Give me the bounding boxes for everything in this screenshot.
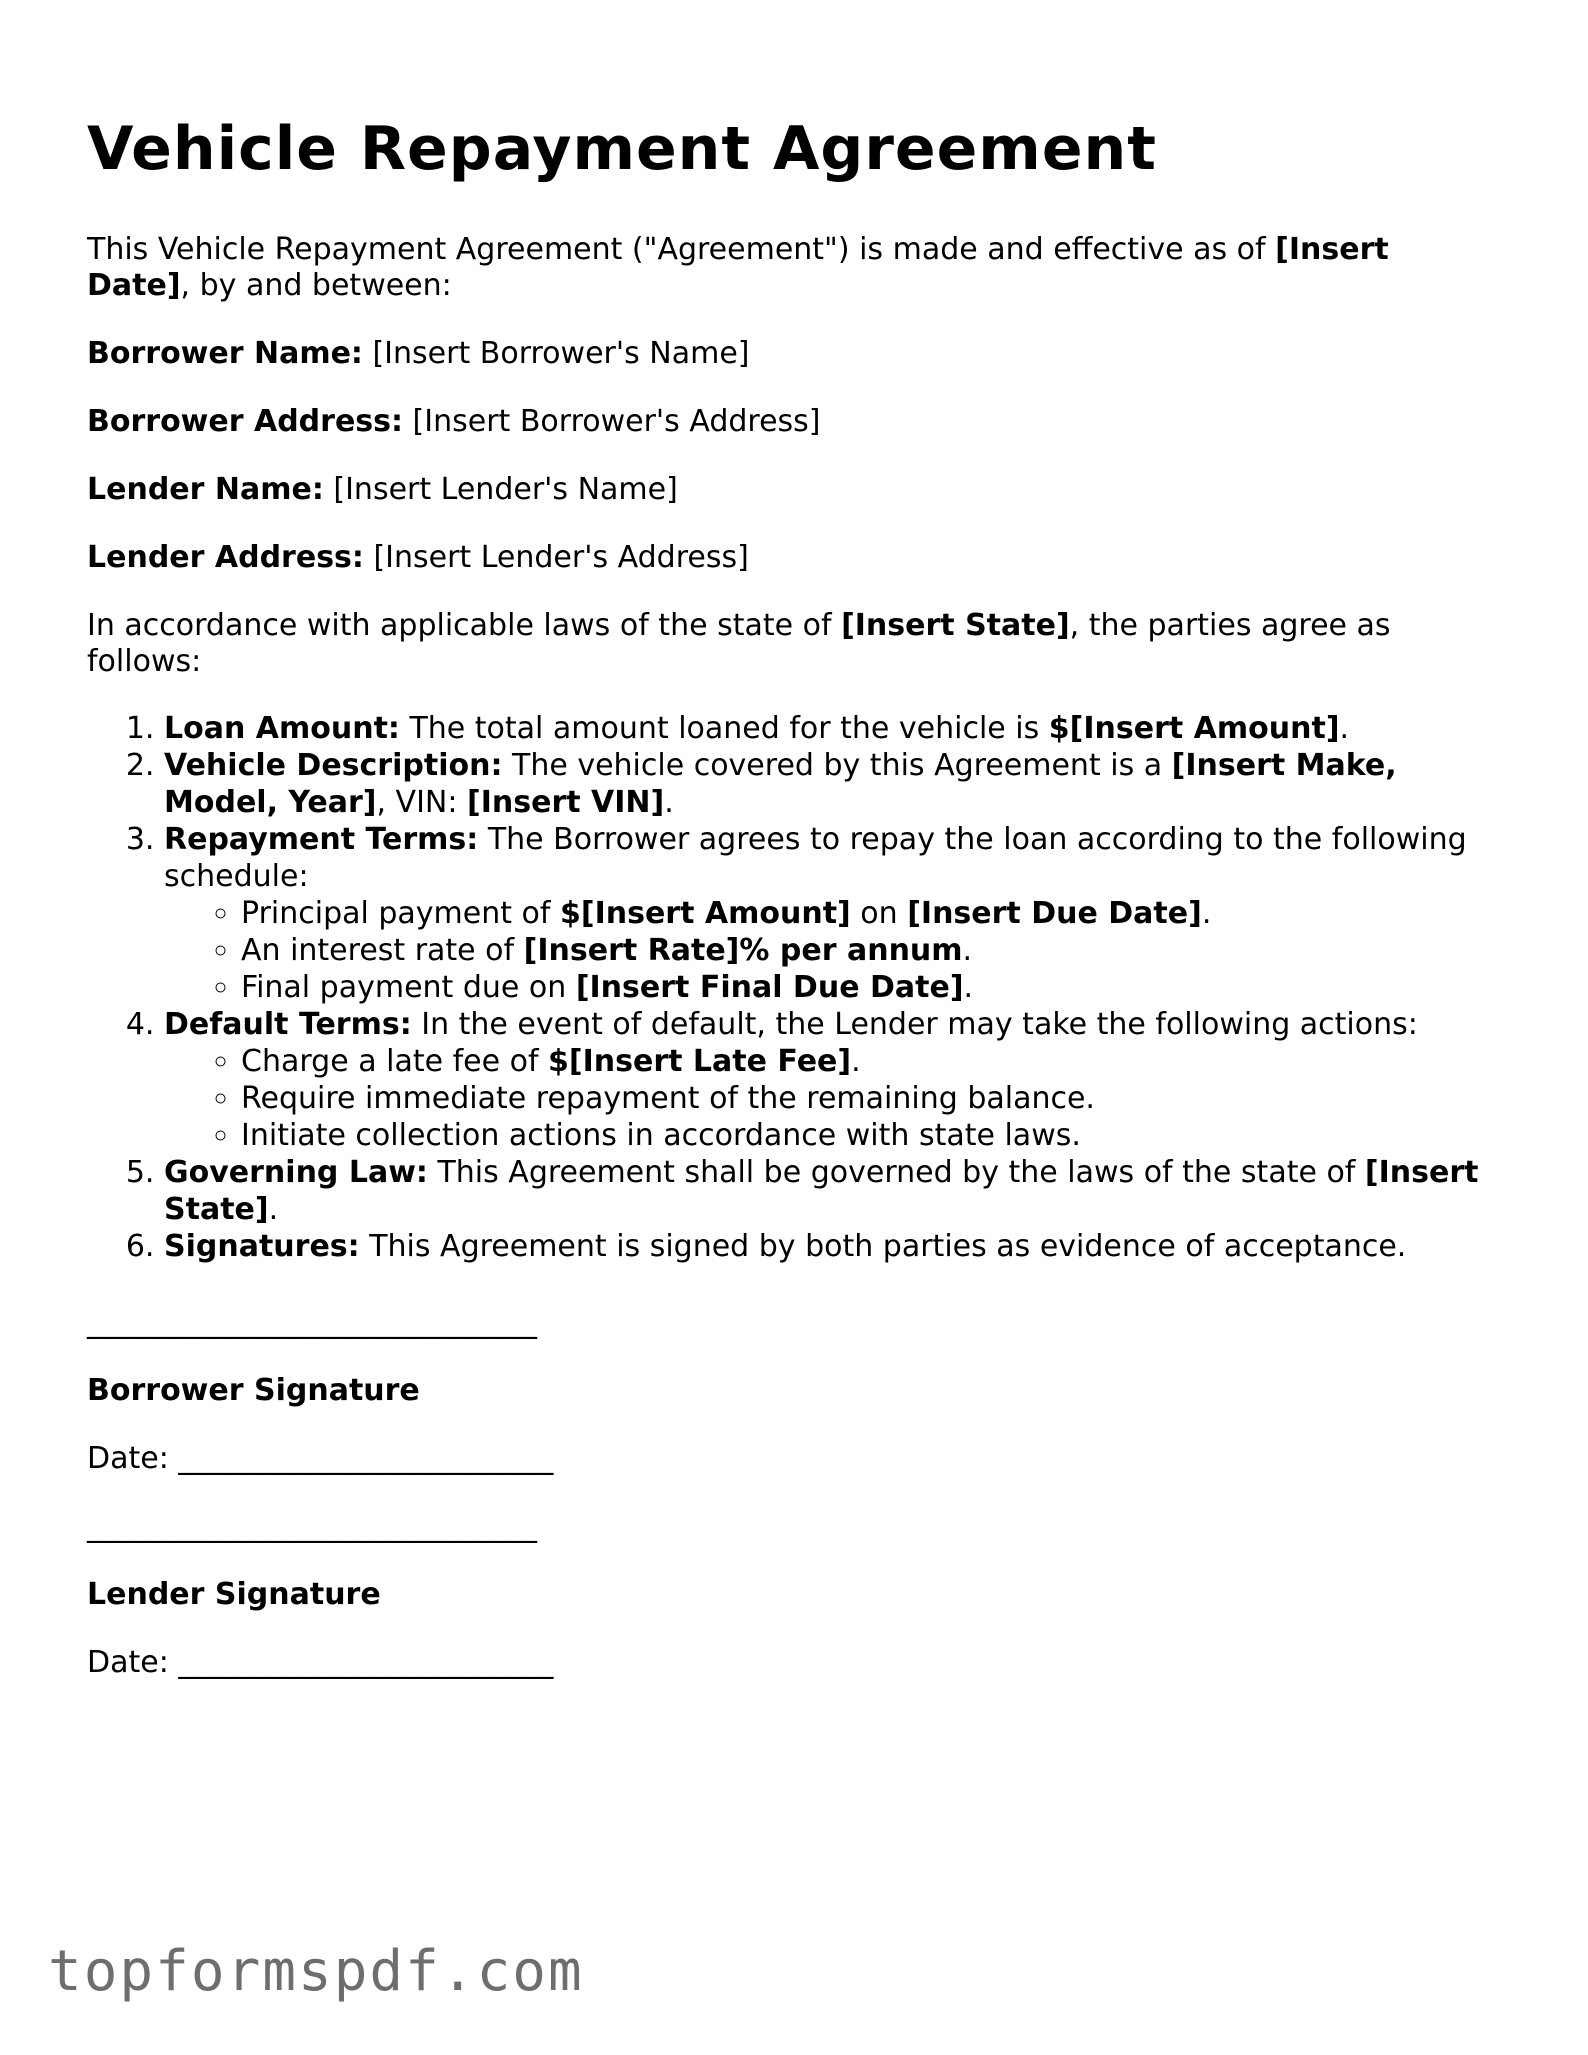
term-end: .	[664, 785, 674, 820]
default-late-fee-item	[241, 1043, 1487, 1080]
item-end: .	[1201, 896, 1212, 931]
borrower-address-value: [Insert Borrower's Address]	[403, 404, 821, 439]
intro-paragraph	[87, 232, 1487, 304]
state-placeholder: [Insert State]	[164, 1155, 1479, 1227]
term-label: Default Terms:	[164, 1007, 412, 1042]
borrower-date-field	[87, 1441, 1487, 1477]
date-label: Date:	[87, 1441, 179, 1476]
borrower-signature-line[interactable]: ______________________________	[87, 1305, 537, 1340]
due-date-placeholder: [Insert Due Date]	[907, 896, 1202, 931]
term-signatures	[164, 1228, 1487, 1265]
late-fee-placeholder: $[Insert Late Fee]	[548, 1044, 852, 1079]
intro-text-end: , by and between:	[180, 268, 452, 303]
term-text: This Agreement shall be governed by the laws of the state of	[427, 1155, 1365, 1190]
interest-rate-placeholder: [Insert Rate]% per annum	[523, 933, 963, 968]
term-text: , VIN:	[376, 785, 468, 820]
vehicle-make-placeholder: [Insert Make, Model, Year]	[164, 748, 1397, 820]
accordance-text-end: , the parties agree as follows:	[87, 608, 1391, 679]
borrower-name-field	[87, 336, 1487, 372]
vin-placeholder: [Insert VIN]	[467, 785, 665, 820]
item-text: on	[850, 896, 908, 931]
lender-date-field	[87, 1645, 1487, 1681]
borrower-signature-label: Borrower Signature	[87, 1373, 420, 1408]
lender-name-field	[87, 472, 1487, 508]
borrower-name-value: [Insert Borrower's Name]	[362, 336, 750, 371]
term-text: The vehicle covered by this Agreement is a	[502, 748, 1172, 783]
lender-signature-line[interactable]: ______________________________	[87, 1509, 537, 1544]
item-end: .	[963, 970, 974, 1005]
term-repayment-terms	[164, 821, 1487, 1006]
term-text: In the event of default, the Lender may take the following actions:	[411, 1007, 1418, 1042]
term-end: .	[268, 1192, 279, 1227]
term-label: Loan Amount:	[164, 711, 400, 746]
state-placeholder: [Insert State]	[841, 608, 1070, 643]
final-due-date-placeholder: [Insert Final Due Date]	[575, 970, 964, 1005]
term-end: .	[1339, 711, 1350, 746]
default-actions-list	[164, 1043, 1487, 1154]
term-text: The total amount loaned for the vehicle is	[399, 711, 1049, 746]
term-text: The Borrower agrees to repay the loan according to the following schedule:	[164, 822, 1467, 894]
item-text: Charge a late fee of	[241, 1044, 549, 1079]
principal-amount-placeholder: $[Insert Amount]	[560, 896, 851, 931]
borrower-address-label: Borrower Address:	[87, 404, 403, 439]
borrower-address-field	[87, 404, 1487, 440]
item-end: .	[851, 1044, 861, 1079]
default-immediate-item: ◦ Require immediate repayment of the remaining balance.	[241, 1080, 1487, 1117]
date-label: Date:	[87, 1645, 179, 1680]
term-label: Signatures:	[164, 1229, 360, 1264]
term-label: Repayment Terms:	[164, 822, 479, 857]
lender-name-value: [Insert Lender's Name]	[323, 472, 678, 507]
intro-text: This Vehicle Repayment Agreement ("Agreement") is made and effective as of	[87, 232, 1276, 267]
document-page	[87, 108, 1487, 1681]
item-text: Final payment due on	[241, 970, 576, 1005]
item-end: .	[962, 933, 973, 968]
default-collection-item: ◦ Initiate collection actions in accordance with state laws.	[241, 1117, 1487, 1154]
lender-address-field	[87, 540, 1487, 576]
accordance-text: In accordance with applicable laws of the state of	[87, 608, 842, 643]
term-vehicle-description	[164, 747, 1487, 821]
term-label: Vehicle Description:	[164, 748, 503, 783]
lender-signature-label: Lender Signature	[87, 1577, 381, 1612]
repayment-interest-item	[241, 932, 1487, 969]
lender-address-label: Lender Address:	[87, 540, 364, 575]
loan-amount-placeholder: $[Insert Amount]	[1048, 711, 1340, 746]
terms-list	[87, 710, 1487, 1265]
item-text: Principal payment of	[241, 896, 560, 931]
effective-date-placeholder: [Insert Date]	[87, 232, 1389, 303]
borrower-date-line[interactable]: _________________________	[178, 1441, 554, 1476]
document-title: Vehicle Repayment Agreement	[87, 114, 1157, 184]
repayment-final-item	[241, 969, 1487, 1006]
term-label: Governing Law:	[164, 1155, 428, 1190]
term-governing-law	[164, 1154, 1487, 1228]
lender-signature-block	[87, 1509, 1487, 1681]
term-loan-amount	[164, 710, 1487, 747]
accordance-paragraph	[87, 608, 1487, 680]
lender-date-line[interactable]: _________________________	[178, 1645, 554, 1680]
borrower-signature-block	[87, 1305, 1487, 1477]
item-text: An interest rate of	[241, 933, 524, 968]
repayment-principal-item	[241, 895, 1487, 932]
borrower-name-label: Borrower Name:	[87, 336, 363, 371]
lender-name-label: Lender Name:	[87, 472, 324, 507]
repayment-schedule-list	[164, 895, 1487, 1006]
term-text: This Agreement is signed by both parties as evidence of acceptance.	[359, 1229, 1407, 1264]
watermark: topformspdf.com	[48, 1939, 584, 2004]
term-default-terms	[164, 1006, 1487, 1154]
lender-address-value: [Insert Lender's Address]	[363, 540, 749, 575]
